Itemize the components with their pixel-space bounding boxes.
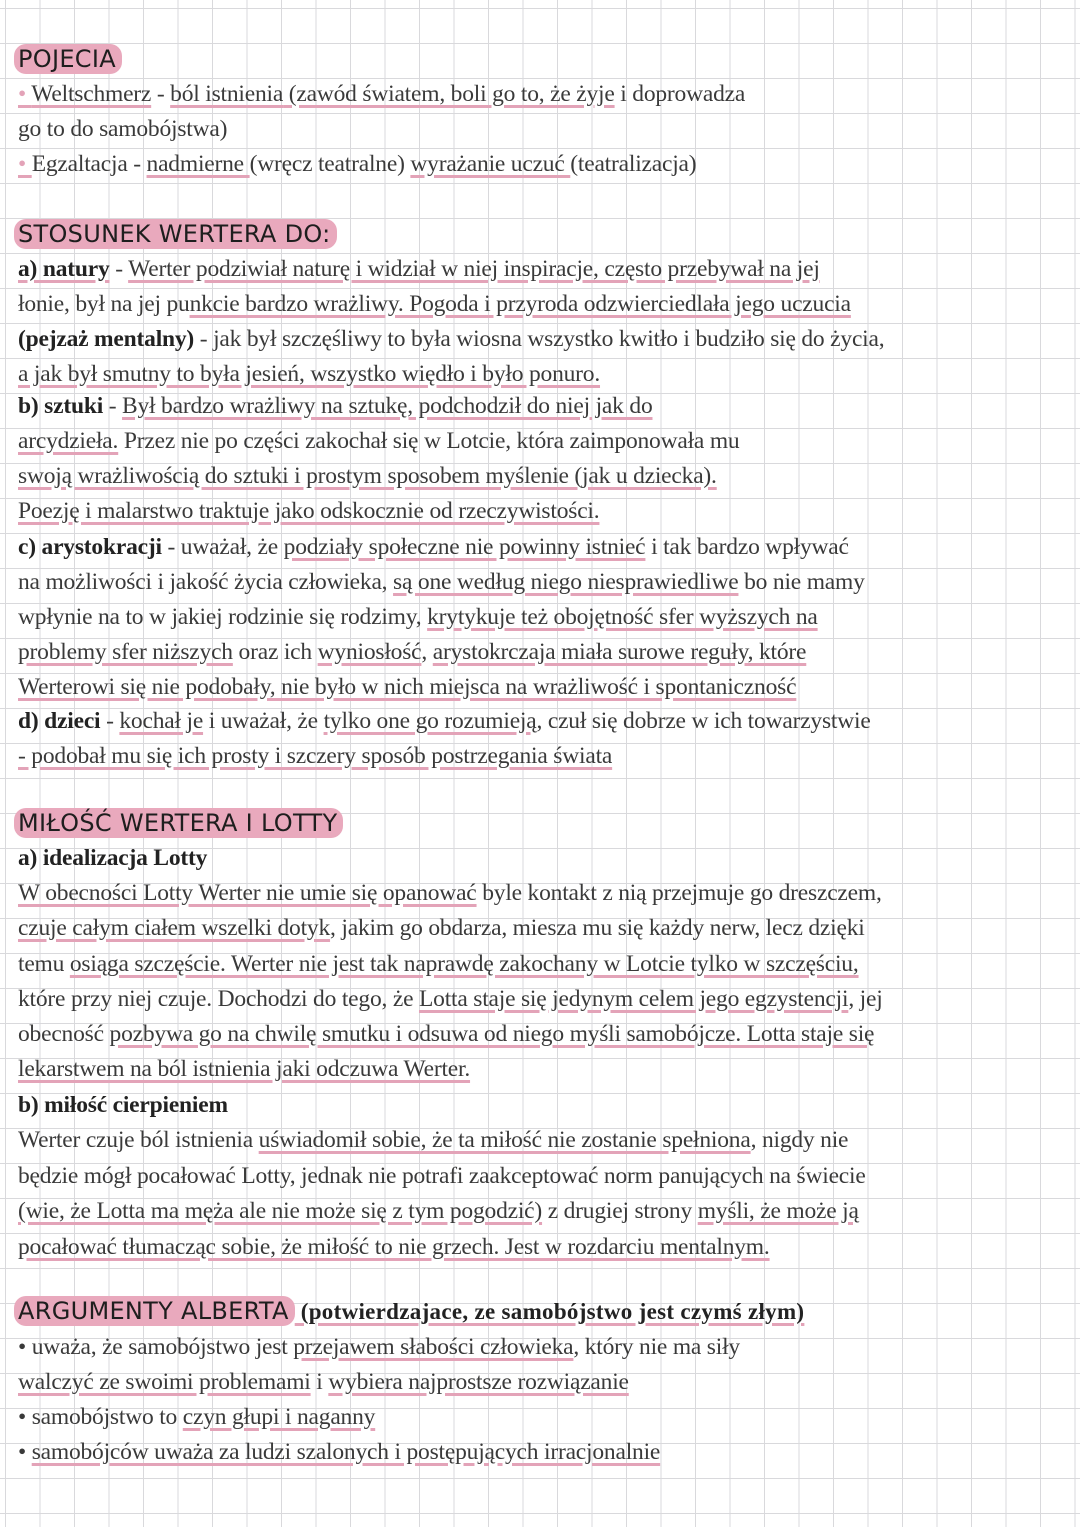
text-line (18, 114, 227, 144)
text-segment: wyrażanie uczuć (410, 151, 571, 177)
text-line (18, 1232, 770, 1262)
text-segment: krytykuje też obojętność sfer wyższych na (427, 604, 818, 630)
text-line (18, 1054, 470, 1084)
text-line (18, 461, 717, 491)
text-segment: bo nie mamy (738, 569, 865, 595)
section-heading (18, 44, 122, 74)
heading-highlight: STOSUNEK WERTERA DO: (14, 219, 337, 249)
section-heading (18, 1296, 804, 1327)
text-segment: są one według niego niesprawiedliwe (393, 569, 739, 595)
text-segment: pozbywa go na chwilę smutku i odsuwa od niego myśli samobójcze. Lotta staje się (109, 1021, 875, 1047)
text-line (18, 843, 207, 873)
text-segment: pocałować tłumacząc sobie, że miłość to nie grzech. Jest w rozdarciu mentalnym. (18, 1234, 770, 1260)
text-segment: i (310, 1369, 329, 1395)
text-segment: Lotta staje się jedynym celem jego egzystencji (418, 986, 849, 1012)
text-segment: i tak bardzo wpływać (645, 534, 849, 560)
text-segment: kochał je (119, 708, 204, 734)
text-line (18, 1125, 848, 1155)
text-line (18, 254, 820, 284)
text-segment: przejawem słabości człowieka (293, 1334, 574, 1360)
text-segment: , nigdy nie (750, 1127, 849, 1153)
text-segment: Egzaltacja - (31, 151, 147, 177)
text-segment: (wręcz teatralne) (249, 151, 411, 177)
text-segment: Przez nie po części zakochał się w Lotcie, która zaimponowała mu (118, 428, 740, 454)
text-segment: Werter podziwiał naturę i widział w niej inspiracje, często przebywał na jej (128, 256, 820, 282)
text-segment: wyniosłość (317, 639, 422, 665)
text-line (18, 1402, 375, 1432)
text-line (18, 149, 696, 179)
text-segment: go to do samobójstwa) (18, 116, 228, 142)
heading-highlight: MIŁOŚĆ WERTERA I LOTTY (14, 808, 343, 838)
text-segment: (wie, że Lotta ma męża ale nie może się z tym pogodzić) (18, 1198, 543, 1224)
text-segment: (teatralizacja) (570, 151, 697, 177)
text-line (18, 532, 849, 562)
text-segment: Poezję i malarstwo traktuje jako odskocznie od rzeczywistości. (18, 498, 600, 524)
text-segment: Weltschmerz (31, 81, 152, 107)
term-label: d) dzieci (18, 708, 101, 734)
term-label: b) sztuki (18, 393, 104, 419)
text-segment: - uważał, że (161, 534, 284, 560)
text-segment: i uważał, że (203, 708, 324, 734)
text-line (18, 672, 796, 702)
text-line (18, 602, 818, 632)
text-segment: ból istnienia (170, 81, 284, 107)
text-segment: - (194, 326, 214, 352)
text-segment: podziały społeczne nie powinny istnieć (283, 534, 646, 560)
term-label: a) natury (18, 256, 110, 282)
text-segment: arcydzieła. (18, 428, 119, 454)
term-label: (pejzaż mentalny) (18, 326, 195, 352)
text-segment: • samobójstwo to (18, 1404, 183, 1430)
text-segment: nkcie bardzo wrażliwy. Pogoda i przyroda odzwierciedlała jego uczucia (189, 291, 851, 317)
text-segment: samobójców uważa za ludzi szalonych i postępujących irracjonalnie (31, 1439, 661, 1465)
text-line (18, 391, 653, 421)
section-heading (18, 219, 337, 249)
text-segment: i doprowadza (614, 81, 746, 107)
text-line (18, 324, 884, 354)
text-line (18, 1090, 228, 1120)
text-segment: wpłynie na to w jakiej rodzinie się rodzimy, (18, 604, 428, 630)
text-line (18, 637, 806, 667)
section-heading (18, 808, 343, 838)
text-segment: z drugiej strony (542, 1198, 698, 1224)
text-segment: - (100, 708, 120, 734)
text-segment: łonie, był na jej pu (18, 291, 190, 317)
text-segment: walczyć ze swoimi problemami (18, 1369, 311, 1395)
text-segment: (zawód światem, boli go to, że żyje (283, 81, 615, 107)
text-segment: problemy sfer niższych (18, 639, 233, 665)
text-segment: swoją wrażliwością do sztuki i prostym sposobem myślenie (jak u dziecka). (18, 463, 717, 489)
text-segment: obecność (18, 1021, 110, 1047)
text-segment: , jakim go obdarza, miesza mu się każdy nerw, lecz dzięki (330, 915, 865, 941)
text-segment: , czuł się dobrze w ich towarzystwie (536, 708, 871, 734)
text-segment: - (151, 81, 171, 107)
text-segment: myśli, że może ją (697, 1198, 859, 1224)
text-segment: Werter czuje ból istnienia (18, 1127, 259, 1153)
text-line (18, 426, 739, 456)
text-segment: - podobał mu się ich prosty i szczery sposób postrzegania świata (18, 743, 613, 769)
text-segment: Werterowi się nie podobały, nie było w nich miejsca na wrażliwość i spontaniczność (18, 674, 797, 700)
text-segment: byle kontakt z nią przejmuje go dreszczem, (476, 880, 882, 906)
text-segment: • (18, 151, 32, 177)
text-line (18, 741, 612, 771)
text-segment: oraz ich (232, 639, 318, 665)
text-segment: uważa, że samobójstwo jest (31, 1334, 294, 1360)
text-line (18, 496, 599, 526)
text-segment: - (103, 393, 123, 419)
text-segment: jak był szczęśliwy to była wiosna wszystko kwitło i budziło się do życia, (213, 326, 885, 352)
text-segment: nadmierne (146, 151, 250, 177)
term-label: a) idealizacja Lotty (18, 845, 208, 871)
text-line (18, 984, 883, 1014)
text-segment: czuje całym ciałem wszelki dotyk (18, 915, 331, 941)
text-segment: , jej (848, 986, 883, 1012)
text-segment: • (18, 1334, 32, 1360)
text-segment: • (18, 1439, 32, 1465)
text-line (18, 289, 851, 319)
term-label: b) miłość cierpieniem (18, 1092, 228, 1118)
text-segment: arystokrczaja miała surowe reguły, które (432, 639, 807, 665)
text-segment: będzie mógł pocałować Lotty, jednak nie potrafi zaakceptować norm panujących na świecie (18, 1163, 866, 1189)
text-line (18, 878, 882, 908)
text-segment: (potwierdzajace, ze samobójstwo jest czymś złym) (294, 1299, 805, 1324)
text-segment: osiąga szczęście. Werter nie jest tak naprawdę zakochany w Lotcie tylko w szczęściu, (69, 951, 859, 977)
text-segment: czyn głupi i naganny (182, 1404, 376, 1430)
text-line (18, 949, 859, 979)
text-line (18, 1332, 740, 1362)
text-segment: - (109, 256, 129, 282)
text-segment: tylko one go rozumieją (323, 708, 537, 734)
text-line (18, 1161, 866, 1191)
text-segment: , który nie ma siły (573, 1334, 740, 1360)
heading-highlight: ARGUMENTY ALBERTA (14, 1296, 295, 1326)
text-line (18, 1437, 660, 1467)
text-line (18, 913, 865, 943)
text-segment: • (18, 81, 32, 107)
text-line (18, 1196, 859, 1226)
text-line (18, 1019, 874, 1049)
heading-highlight: POJECIA (14, 44, 122, 74)
text-line (18, 79, 745, 109)
text-line (18, 706, 871, 736)
text-segment: wybiera najprostsze rozwiązanie (328, 1369, 629, 1395)
text-line (18, 567, 865, 597)
text-segment: W obecności Lotty Werter nie umie się opanować (18, 880, 477, 906)
text-line (18, 1367, 629, 1397)
text-segment: , (421, 639, 433, 665)
text-segment: na możliwości i jakość życia człowieka, (18, 569, 394, 595)
text-line (18, 359, 600, 389)
text-segment: a jak był smutny to była jesień, wszystko więdło i było ponuro. (18, 361, 601, 387)
text-segment: które przy niej czuje. Dochodzi do tego, że (18, 986, 419, 1012)
term-label: c) arystokracji (18, 534, 162, 560)
text-segment: uświadomił sobie, że ta miłość nie zostanie spełniona (258, 1127, 751, 1153)
text-segment: Był bardzo wrażliwy na sztukę, podchodził do niej jak do (122, 393, 653, 419)
text-segment: temu (18, 951, 70, 977)
text-segment: lekarstwem na ból istnienia jaki odczuwa Werter. (18, 1056, 471, 1082)
